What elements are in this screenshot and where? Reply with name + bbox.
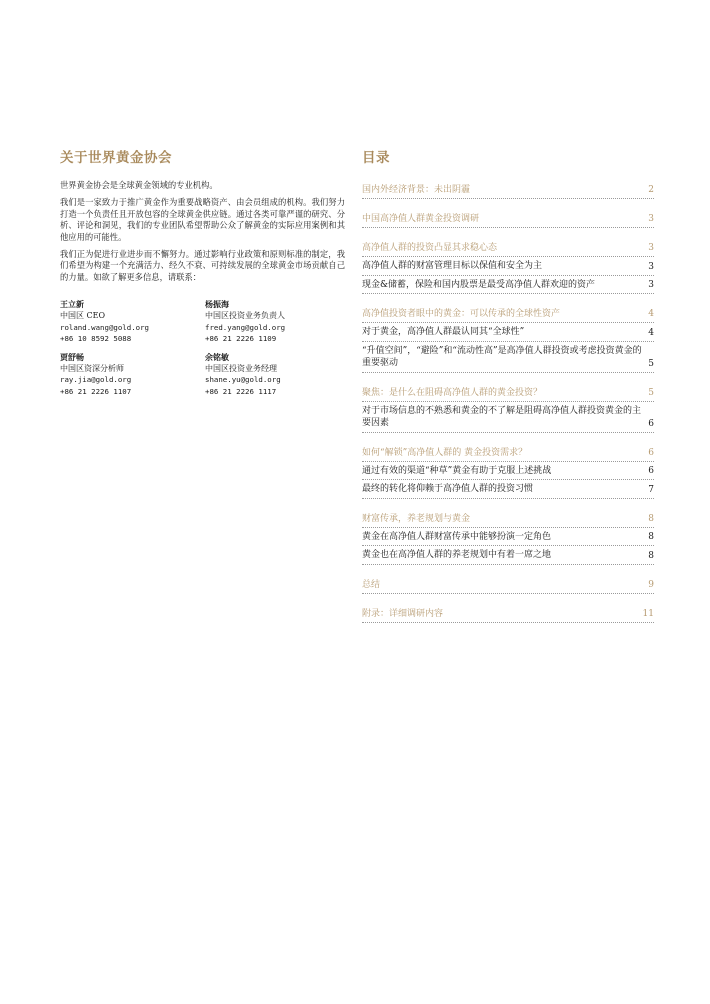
contact-phone: +86 21 2226 1107 bbox=[60, 386, 132, 396]
about-title: 关于世界黄金协会 bbox=[60, 150, 172, 166]
toc-entry-title: 附录：详细调研内容 bbox=[362, 608, 444, 619]
contact-email[interactable]: fred.yang@gold.org bbox=[205, 322, 286, 332]
toc-page-number: 9 bbox=[648, 579, 654, 590]
contact-phone: +86 10 8592 5088 bbox=[60, 333, 132, 343]
toc-subsection-entry[interactable] bbox=[362, 480, 654, 499]
toc-entry-title: 高净值人群的财富管理目标以保值和安全为主 bbox=[362, 261, 543, 271]
toc-section-entry[interactable] bbox=[362, 306, 654, 323]
toc-subsection-entry[interactable] bbox=[362, 276, 654, 295]
toc-section-entry[interactable] bbox=[362, 445, 654, 462]
toc-section-entry[interactable] bbox=[362, 240, 654, 257]
toc-subsection-entry[interactable] bbox=[362, 546, 654, 565]
toc-entry-title: 通过有效的渠道“种草”黄金有助于克服上述挑战 bbox=[362, 465, 552, 476]
toc-page-number: 3 bbox=[648, 243, 654, 253]
toc-section-entry[interactable] bbox=[362, 606, 654, 623]
toc-entry-title: 对于黄金，高净值人群最认同其“全球性” bbox=[362, 327, 525, 337]
toc-entry-title: 如何“解锁”高净值人群的 黄金投资需求？ bbox=[362, 447, 528, 458]
contact-role: 中国区投资业务负责人 bbox=[205, 311, 285, 321]
contact-card bbox=[60, 352, 205, 397]
toc-entry-title: “升值空间”，“避险”和“流动性高”是高净值人群投资或考虑投资黄金的重要驱动 bbox=[362, 345, 642, 368]
toc-title: 目录 bbox=[362, 150, 390, 166]
toc-page-number: 8 bbox=[648, 513, 654, 524]
toc-subsection-entry[interactable] bbox=[362, 462, 654, 481]
table-of-contents bbox=[362, 146, 654, 623]
toc-page-number: 6 bbox=[648, 466, 654, 476]
contact-email[interactable]: ray.jia@gold.org bbox=[60, 375, 132, 385]
contact-role: 中国区资深分析师 bbox=[60, 364, 124, 374]
toc-subsection-entry[interactable] bbox=[362, 528, 654, 547]
contact-phone: +86 21 2226 1109 bbox=[205, 333, 277, 343]
toc-page-number: 5 bbox=[648, 358, 654, 369]
toc-list bbox=[362, 182, 654, 623]
toc-page-number: 3 bbox=[648, 261, 654, 272]
about-paragraph-1: 世界黄金协会是全球黄金领域的专业机构。 bbox=[60, 180, 218, 190]
toc-entry-title: 最终的转化将仰赖于高净值人群的投资习惯 bbox=[362, 484, 534, 494]
toc-entry-title: 聚焦：是什么在阻碍高净值人群的黄金投资？ bbox=[362, 387, 543, 398]
toc-page-number: 11 bbox=[642, 608, 654, 619]
contact-name: 贾舒畅 bbox=[60, 353, 84, 363]
toc-entry-title: 黄金在高净值人群财富传承中能够扮演一定角色 bbox=[362, 531, 552, 542]
contact-role: 中国区投资业务经理 bbox=[205, 364, 277, 374]
toc-entry-title: 对于市场信息的不熟悉和黄金的不了解是阻碍高净值人群投资黄金的主要因素 bbox=[362, 405, 642, 428]
toc-page-number: 2 bbox=[648, 185, 654, 195]
toc-page-number: 7 bbox=[648, 484, 654, 495]
toc-subsection-entry[interactable] bbox=[362, 323, 654, 342]
contact-role: 中国区 CEO bbox=[60, 311, 106, 321]
toc-entry-title: 高净值人群的投资凸显其求稳心态 bbox=[362, 243, 498, 253]
toc-subsection-entry[interactable] bbox=[362, 402, 654, 433]
toc-page-number: 3 bbox=[648, 214, 654, 224]
toc-page-number: 8 bbox=[648, 532, 654, 542]
contact-name: 王立新 bbox=[60, 300, 84, 310]
toc-page-number: 3 bbox=[648, 280, 654, 290]
toc-section-entry[interactable] bbox=[362, 577, 654, 594]
toc-entry-title: 总结 bbox=[362, 579, 381, 590]
toc-entry-title: 现金&储蓄，保险和国内股票是最受高净值人群欢迎的资产 bbox=[362, 279, 596, 290]
contact-card bbox=[205, 299, 345, 344]
toc-page-number: 6 bbox=[648, 447, 654, 458]
toc-page-number: 8 bbox=[648, 550, 654, 561]
toc-page-number: 5 bbox=[648, 387, 654, 398]
toc-entry-title: 中国高净值人群黄金投资调研 bbox=[362, 214, 480, 224]
contact-name: 余铭敏 bbox=[205, 353, 229, 363]
toc-entry-title: 黄金也在高净值人群的养老规划中有着一席之地 bbox=[362, 550, 552, 560]
about-paragraph-2: 我们是一家致力于推广黄金作为重要战略资产、由会员组成的机构。我们努力打造一个负责任且开放包容的全球黄金供应链。通过各类可靠严谨的研究、分析、评论和洞见，我们的专业团队希望帮助公众了解黄金的实际应用案例和其他应用的可能性。 bbox=[60, 197, 345, 242]
contact-card bbox=[205, 352, 345, 397]
toc-entry-title: 高净值投资者眼中的黄金：可以传承的全球性资产 bbox=[362, 309, 561, 319]
toc-entry-title: 财富传承，养老规划与黄金 bbox=[362, 513, 471, 524]
contact-phone: +86 21 2226 1117 bbox=[205, 386, 277, 396]
contact-email[interactable]: shane.yu@gold.org bbox=[205, 375, 281, 385]
toc-page-number: 6 bbox=[648, 418, 654, 429]
about-paragraph-3: 我们正为促进行业进步而不懈努力。通过影响行业政策和原则标准的制定，我们希望为构建一个充满活力、经久不衰、可持续发展的全球黄金市场贡献自己的力量。如欲了解更多信息，请联系： bbox=[60, 249, 345, 282]
contact-email[interactable]: roland.wang@gold.org bbox=[60, 322, 149, 332]
toc-section-entry[interactable] bbox=[362, 385, 654, 402]
toc-section-entry[interactable] bbox=[362, 182, 654, 199]
contact-list bbox=[60, 299, 345, 397]
toc-page-number: 4 bbox=[648, 309, 654, 319]
toc-subsection-entry[interactable] bbox=[362, 342, 654, 373]
toc-section-entry[interactable] bbox=[362, 511, 654, 528]
contact-name: 杨振海 bbox=[205, 300, 229, 310]
about-section bbox=[60, 146, 345, 397]
toc-entry-title: 国内外经济背景：未出阴霾 bbox=[362, 185, 471, 195]
contact-card bbox=[60, 299, 205, 344]
toc-subsection-entry[interactable] bbox=[362, 257, 654, 276]
toc-section-entry[interactable] bbox=[362, 211, 654, 228]
toc-page-number: 4 bbox=[648, 327, 654, 338]
